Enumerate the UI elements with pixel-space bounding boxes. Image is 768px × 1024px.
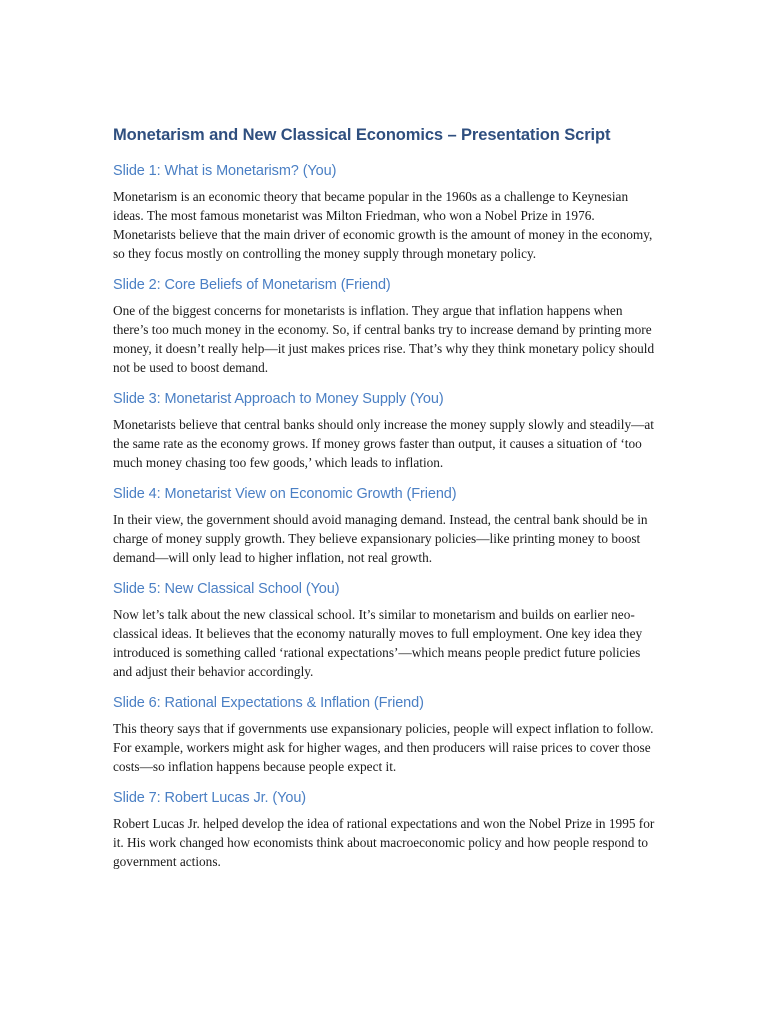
slide-section-6 bbox=[113, 693, 658, 776]
slide-body: One of the biggest concerns for monetarists is inflation. They argue that inflation happens when there’s too much money in the economy. So, if central banks try to increase demand by printing more money, it doesn’t really help—it just makes prices rise. That’s why they think monetary policy should not be used to boost demand. bbox=[113, 303, 655, 375]
slide-body: Robert Lucas Jr. helped develop the idea of rational expectations and won the Nobel Prize in 1995 for it. His work changed how economists think about macroeconomic policy and how people respond to government actions. bbox=[113, 816, 655, 869]
slide-heading: Slide 4: Monetarist View on Economic Growth (Friend) bbox=[113, 486, 457, 502]
slide-body: Monetarists believe that central banks should only increase the money supply slowly and steadily—at the same rate as the economy grows. If money grows faster than output, it causes a situation of ‘too much money chasing too few goods,’ which leads to inflation. bbox=[113, 417, 654, 470]
slide-heading: Slide 5: New Classical School (You) bbox=[113, 581, 340, 597]
slide-body: In their view, the government should avoid managing demand. Instead, the central bank should be in charge of money supply growth. They believe expansionary policies—like printing money to boost demand—will only lead to higher inflation, not real growth. bbox=[113, 512, 648, 565]
document-page bbox=[113, 123, 658, 883]
slide-heading: Slide 6: Rational Expectations & Inflation (Friend) bbox=[113, 695, 424, 711]
slide-heading: Slide 3: Monetarist Approach to Money Supply (You) bbox=[113, 391, 444, 407]
slide-section-4 bbox=[113, 484, 658, 567]
slide-section-2 bbox=[113, 275, 658, 377]
slide-heading: Slide 2: Core Beliefs of Monetarism (Friend) bbox=[113, 277, 391, 293]
slide-section-3 bbox=[113, 389, 658, 472]
document-title: Monetarism and New Classical Economics – Presentation Script bbox=[113, 126, 611, 144]
slide-section-5 bbox=[113, 579, 658, 681]
slide-heading: Slide 7: Robert Lucas Jr. (You) bbox=[113, 790, 307, 806]
slide-heading: Slide 1: What is Monetarism? (You) bbox=[113, 163, 337, 179]
slide-section-1 bbox=[113, 161, 658, 263]
slide-section-7 bbox=[113, 788, 658, 871]
slide-body: Now let’s talk about the new classical school. It’s similar to monetarism and builds on earlier neo-classical ideas. It believes that the economy naturally moves to full employment. One key idea they introduced is something called ‘rational expectations’—which means people predict future policies and adjust their behavior accordingly. bbox=[113, 607, 643, 679]
slide-body: Monetarism is an economic theory that became popular in the 1960s as a challenge to Keynesian ideas. The most famous monetarist was Milton Friedman, who won a Nobel Prize in 1976. Monetarists believe that the main driver of economic growth is the amount of money in the economy, so they focus mostly on controlling the money supply through monetary policy. bbox=[113, 189, 653, 261]
slide-body: This theory says that if governments use expansionary policies, people will expect inflation to follow. For example, workers might ask for higher wages, and then producers will raise prices to cover those costs—so inflation happens because people expect it. bbox=[113, 721, 654, 774]
